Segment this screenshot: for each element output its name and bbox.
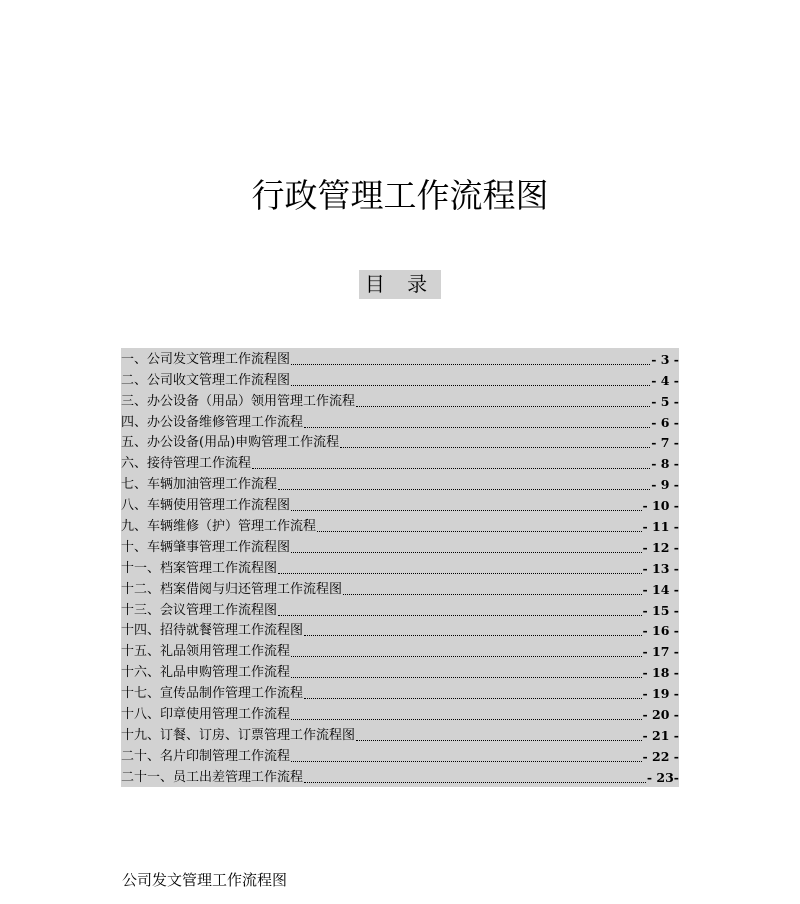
- toc-entry-label: 十四、招待就餐管理工作流程图: [121, 623, 304, 639]
- toc-leader-dots: [291, 655, 642, 657]
- toc-entry[interactable]: [121, 348, 679, 369]
- toc-entry-label: 二十一、员工出差管理工作流程: [121, 769, 304, 785]
- toc-entry-label: 四、办公设备维修管理工作流程: [121, 414, 304, 430]
- toc-leader-dots: [304, 781, 646, 783]
- toc-entry-label: 三、办公设备（用品）领用管理工作流程: [121, 393, 356, 409]
- toc-leader-dots: [356, 739, 642, 741]
- toc-leader-dots: [291, 363, 650, 365]
- toc-entry-page-number: - 14 -: [642, 581, 679, 597]
- toc-leader-dots: [252, 467, 650, 469]
- toc-entry-page-number: - 20 -: [642, 707, 679, 723]
- toc-entry-label: 五、办公设备(用品)申购管理工作流程: [121, 435, 340, 451]
- toc-entry[interactable]: [121, 390, 679, 411]
- toc-entry[interactable]: [121, 515, 679, 536]
- toc-entry-page-number: - 16 -: [642, 623, 679, 639]
- toc-entry-page-number: - 19 -: [642, 686, 679, 702]
- toc-leader-dots: [291, 509, 642, 511]
- toc-leader-dots: [278, 488, 650, 490]
- toc-leader-dots: [343, 593, 642, 595]
- toc-entry-label: 十三、会议管理工作流程图: [121, 602, 278, 618]
- toc-entry[interactable]: [121, 703, 679, 724]
- toc-leader-dots: [356, 405, 650, 407]
- toc-entry[interactable]: [121, 369, 679, 390]
- toc-leader-dots: [291, 760, 642, 762]
- toc-entry-page-number: - 23-: [646, 769, 679, 785]
- toc-entry[interactable]: [121, 452, 679, 473]
- toc-entry-label: 十六、礼品申购管理工作流程: [121, 665, 291, 681]
- toc-leader-dots: [317, 530, 642, 532]
- toc-entry[interactable]: [121, 473, 679, 494]
- toc-entry[interactable]: [121, 620, 679, 641]
- toc-entry[interactable]: [121, 432, 679, 453]
- toc-entry-page-number: - 3 -: [651, 351, 679, 367]
- toc-leader-dots: [304, 697, 642, 699]
- toc-entry-page-number: - 6 -: [651, 414, 679, 430]
- toc-entry-page-number: - 22 -: [642, 748, 679, 764]
- toc-entry-page-number: - 17 -: [642, 644, 679, 660]
- toc-leader-dots: [304, 634, 642, 636]
- toc-entry-label: 十九、订餐、订房、订票管理工作流程图: [121, 727, 356, 743]
- toc-entry[interactable]: [121, 766, 679, 787]
- toc-entry-page-number: - 7 -: [651, 435, 679, 451]
- page-title: 行政管理工作流程图: [251, 176, 549, 215]
- toc-entry-label: 九、车辆维修（护）管理工作流程: [121, 519, 317, 535]
- toc-entry-label: 八、车辆使用管理工作流程图: [121, 498, 291, 514]
- toc-entry-page-number: - 11 -: [642, 519, 679, 535]
- toc-entry-label: 十二、档案借阅与归还管理工作流程图: [121, 581, 343, 597]
- toc-leader-dots: [291, 676, 642, 678]
- toc-entry[interactable]: [121, 745, 679, 766]
- toc-entry-page-number: - 15 -: [642, 602, 679, 618]
- toc-leader-dots: [291, 551, 642, 553]
- toc-entry-label: 十一、档案管理工作流程图: [121, 560, 278, 576]
- toc-entry-label: 六、接待管理工作流程: [121, 456, 252, 472]
- toc-entry-label: 十八、印章使用管理工作流程: [121, 707, 291, 723]
- toc-entry[interactable]: [121, 578, 679, 599]
- toc-entry[interactable]: [121, 411, 679, 432]
- toc-entry-page-number: - 9 -: [651, 477, 679, 493]
- toc-leader-dots: [278, 614, 642, 616]
- toc-entry[interactable]: [121, 661, 679, 682]
- toc-heading-container: [0, 270, 800, 299]
- toc-leader-dots: [291, 718, 642, 720]
- toc-entry[interactable]: [121, 724, 679, 745]
- toc-entry-page-number: - 4 -: [651, 372, 679, 388]
- toc-entry-label: 七、车辆加油管理工作流程: [121, 477, 278, 493]
- table-of-contents: [121, 348, 679, 787]
- toc-entry[interactable]: [121, 640, 679, 661]
- toc-entry-label: 十、车辆肇事管理工作流程图: [121, 539, 291, 555]
- toc-entry-page-number: - 10 -: [642, 498, 679, 514]
- toc-entry-label: 二十、名片印制管理工作流程: [121, 748, 291, 764]
- toc-entry[interactable]: [121, 536, 679, 557]
- toc-entry-label: 十五、礼品领用管理工作流程: [121, 644, 291, 660]
- toc-heading: 目 录: [359, 270, 441, 299]
- toc-entry[interactable]: [121, 494, 679, 515]
- toc-leader-dots: [291, 384, 650, 386]
- toc-entry-page-number: - 21 -: [642, 727, 679, 743]
- toc-leader-dots: [304, 426, 650, 428]
- toc-entry-page-number: - 5 -: [651, 393, 679, 409]
- toc-entry[interactable]: [121, 599, 679, 620]
- toc-leader-dots: [278, 572, 642, 574]
- toc-leader-dots: [340, 446, 650, 448]
- toc-entry-page-number: - 13 -: [642, 560, 679, 576]
- toc-entry-page-number: - 8 -: [651, 456, 679, 472]
- toc-entry-label: 十七、宣传品制作管理工作流程: [121, 686, 304, 702]
- toc-entry-label: 一、公司发文管理工作流程图: [121, 351, 291, 367]
- section-title: 公司发文管理工作流程图: [122, 871, 288, 889]
- toc-entry[interactable]: [121, 682, 679, 703]
- toc-entry-label: 二、公司收文管理工作流程图: [121, 372, 291, 388]
- toc-entry-page-number: - 12 -: [642, 539, 679, 555]
- toc-entry-page-number: - 18 -: [642, 665, 679, 681]
- toc-entry[interactable]: [121, 557, 679, 578]
